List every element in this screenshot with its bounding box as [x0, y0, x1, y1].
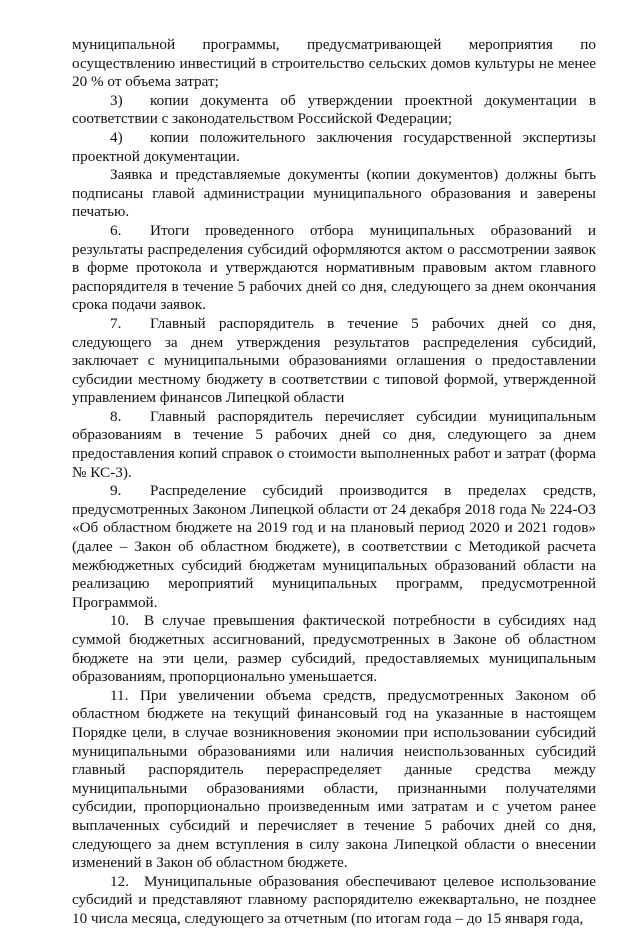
paragraph-continuation: муниципальной программы, предусматривающей мероприятия по осуществлению инвестиций в строительство сельских домов культуры не менее 20 % от объема затрат;: [72, 36, 596, 91]
item-number: 4): [110, 128, 123, 146]
item-text: копии документа об утверждении проектной документации в соответствии с законодательством Российской Федерации;: [72, 91, 596, 128]
item-number: 9.: [110, 482, 122, 500]
item-text: В случае превышения фактической потребности в субсидиях над суммой бюджетных ассигнований, предусмотренных в Законе об областном бюджете на эти цели, размер субсидий, предоставляемых муниципальным образованиям, пропорционально уменьшается.: [72, 612, 596, 686]
item-text: Итоги проведенного отбора муниципальных образований и результаты распределения субсидий оформляются актом о рассмотрении заявок в форме протокола и утверждаются нормативным правовым актом главного распорядителя в течение 5 рабочих дней со дня, следующего за днем окончания срока подачи заявок.: [72, 221, 596, 314]
paragraph-6: [72, 222, 596, 315]
item-number: 12.: [110, 872, 129, 890]
item-text: Распределение субсидий производится в пределах средств, предусмотренных Законом Липецкой области от 24 декабря 2018 года № 224-ОЗ «Об областном бюджете на 2019 год и на плановый период 2020 и 2021 годов» (далее – Закон об областном бюджете), в соответствии с Методикой расчета межбюджетных субсидий бюджетам муниципальных образований области на реализацию мероприятий муниципальных программ, предусмотренной Программой.: [72, 482, 596, 611]
paragraph-7: [72, 315, 596, 408]
paragraph-10: [72, 612, 596, 686]
item-text: Муниципальные образования обеспечивают целевое использование субсидий и представляют главному распорядителю ежеквартально, не позднее 10 числа месяца, следующего за отчетным (по итогам года – до 15 января года,: [72, 872, 596, 927]
paragraph-12: [72, 873, 596, 929]
paragraph-11: 11. При увеличении объема средств, предусмотренных Законом об областном бюджете на текущий финансовый год на указанные в настоящем Порядке цели, в случае возникновения экономии при использовании субсидий муниципальными образованиями или наличия неиспользованных субсидий главный распорядитель перераспределяет данные средства между муниципальными образованиями области, признанными получателями субсидии, пропорционально произведенным ими затратам и с учетом ранее выплаченных субсидий и перечисляет в течение 5 рабочих дней со дня, следующего за днем вступления в силу закона Липецкой области о внесении изменений в Закон об областном бюджете.: [72, 686, 596, 872]
item-text: копии положительного заключения государственной экспертизы проектной документации.: [72, 128, 596, 165]
item-text: Главный распорядитель в течение 5 рабочих дней со дня, следующего за днем утверждения результатов распределения субсидий, заключает с муниципальными образованиями оглашения о предоставлении субсидии местному бюджету в соответствии с типовой формой, утвержденной управлением финансов Липецкой области: [72, 314, 596, 407]
paragraph-8: [72, 408, 596, 482]
item-number: 3): [110, 91, 123, 109]
paragraph-9: [72, 482, 596, 612]
item-number: 7.: [110, 314, 122, 332]
item-number: 8.: [110, 407, 122, 425]
item-number: 10.: [110, 612, 129, 630]
paragraph-item-3: [72, 92, 596, 129]
paragraph-signature-requirement: Заявка и представляемые документы (копии документов) должны быть подписаны главой администрации муниципального образования и заверены печатью.: [72, 166, 596, 221]
item-number: 6.: [110, 221, 122, 239]
paragraph-item-4: [72, 129, 596, 166]
document-page: [72, 36, 596, 929]
item-text: Главный распорядитель перечисляет субсидии муниципальным образованиям в течение 5 рабочих дней со дня, следующего за днем предоставления копий справок о стоимости выполненных работ и затрат (форма № КС-3).: [72, 407, 596, 481]
